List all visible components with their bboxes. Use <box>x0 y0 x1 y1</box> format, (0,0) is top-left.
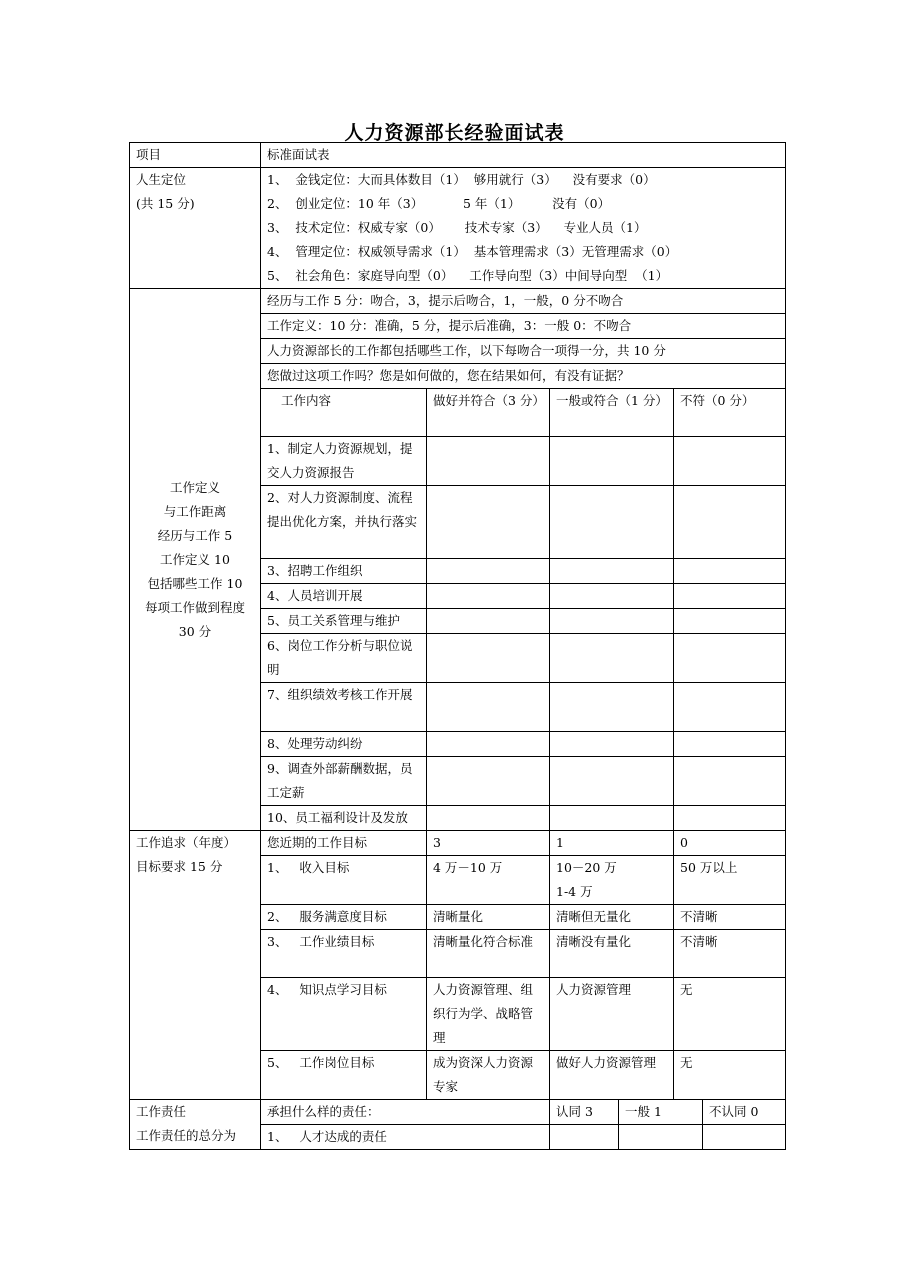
pursuit-cell: 10－20 万 1-4 万 <box>550 856 674 905</box>
score-cell <box>674 732 786 757</box>
score-cell <box>550 757 674 806</box>
score-cell <box>550 486 674 559</box>
pursuit-cell: 人力资源管理、组织行为学、战略管理 <box>427 978 550 1051</box>
col-header-good: 做好并符合（3 分） <box>427 389 550 437</box>
pursuit-cell: 1 <box>550 831 674 856</box>
duty-option: 认同 3 <box>550 1100 619 1125</box>
work-item: 6、岗位工作分析与职位说明 <box>261 634 427 683</box>
work-note: 经历与工作 5 分：吻合，3，提示后吻合，1，一般，0 分不吻合 <box>261 289 786 314</box>
pursuit-cell: 不清晰 <box>674 930 786 978</box>
pursuit-cell: 0 <box>674 831 786 856</box>
score-cell <box>550 634 674 683</box>
score-cell <box>550 806 674 831</box>
life-line: 2、 创业定位：10 年（3） 5 年（1） 没有（0） <box>267 196 611 211</box>
score-cell <box>550 584 674 609</box>
pursuit-cell: 清晰但无量化 <box>550 905 674 930</box>
score-cell <box>674 634 786 683</box>
pursuit-label: 工作追求（年度） 目标要求 15 分 <box>130 831 261 1100</box>
score-cell <box>427 437 550 486</box>
work-note: 工作定义：10 分：准确，5 分，提示后准确，3：一般 0：不吻合 <box>261 314 786 339</box>
work-item: 1、制定人力资源规划，提交人力资源报告 <box>261 437 427 486</box>
score-cell <box>674 757 786 806</box>
work-item: 2、对人力资源制度、流程提出优化方案，并执行落实 <box>261 486 427 559</box>
work-item: 3、招聘工作组织 <box>261 559 427 584</box>
pursuit-cell: 清晰量化 <box>427 905 550 930</box>
score-cell <box>703 1125 786 1150</box>
pursuit-cell: 4、 知识点学习目标 <box>261 978 427 1051</box>
pursuit-cell: 无 <box>674 1051 786 1100</box>
score-cell <box>427 806 550 831</box>
page-title: 人力资源部长经验面试表 <box>344 122 565 144</box>
pursuit-cell: 清晰量化符合标准 <box>427 930 550 978</box>
life-line: 5、 社会角色：家庭导向型（0） 工作导向型（3）中间导向型 （1） <box>267 268 669 283</box>
score-cell <box>550 1125 619 1150</box>
pursuit-cell: 3 <box>427 831 550 856</box>
work-item: 10、员工福利设计及发放 <box>261 806 427 831</box>
col-header-no: 不符（0 分） <box>674 389 786 437</box>
score-cell <box>674 806 786 831</box>
life-line: 1、 金钱定位：大而具体数目（1） 够用就行（3） 没有要求（0） <box>267 172 656 187</box>
duty-option: 不认同 0 <box>703 1100 786 1125</box>
score-cell <box>674 486 786 559</box>
score-cell <box>674 437 786 486</box>
score-cell <box>550 437 674 486</box>
pursuit-cell: 做好人力资源管理 <box>550 1051 674 1100</box>
duty-question: 承担什么样的责任： <box>261 1100 550 1125</box>
score-cell <box>427 683 550 732</box>
duty-option: 一般 1 <box>619 1100 703 1125</box>
col-header-fair: 一般或符合（1 分） <box>550 389 674 437</box>
pursuit-cell: 无 <box>674 978 786 1051</box>
pursuit-cell: 5、 工作岗位目标 <box>261 1051 427 1100</box>
pursuit-cell: 3、 工作业绩目标 <box>261 930 427 978</box>
score-cell <box>427 486 550 559</box>
work-item: 8、处理劳动纠纷 <box>261 732 427 757</box>
score-cell <box>674 584 786 609</box>
pursuit-cell: 1、 收入目标 <box>261 856 427 905</box>
score-cell <box>619 1125 703 1150</box>
interview-table <box>129 142 786 1150</box>
life-label: 人生定位 (共 15 分) <box>130 168 261 289</box>
duty-item: 1、 人才达成的责任 <box>261 1125 550 1150</box>
pursuit-cell: 清晰没有量化 <box>550 930 674 978</box>
work-item: 4、人员培训开展 <box>261 584 427 609</box>
score-cell <box>427 634 550 683</box>
score-cell <box>550 732 674 757</box>
pursuit-cell: 4 万－10 万 <box>427 856 550 905</box>
life-line: 3、 技术定位：权威专家（0） 技术专家（3） 专业人员（1） <box>267 220 647 235</box>
pursuit-cell: 您近期的工作目标 <box>261 831 427 856</box>
score-cell <box>550 609 674 634</box>
work-def-label: 工作定义 与工作距离 经历与工作 5 工作定义 10 包括哪些工作 10 每项工作做到程度 30 分 <box>130 289 261 831</box>
score-cell <box>427 757 550 806</box>
score-cell <box>427 584 550 609</box>
score-cell <box>427 609 550 634</box>
pursuit-cell: 不清晰 <box>674 905 786 930</box>
score-cell <box>427 732 550 757</box>
work-item: 7、组织绩效考核工作开展 <box>261 683 427 732</box>
pursuit-cell: 人力资源管理 <box>550 978 674 1051</box>
work-item: 5、员工关系管理与维护 <box>261 609 427 634</box>
header-item: 项目 <box>130 143 261 168</box>
pursuit-cell: 成为资深人力资源专家 <box>427 1051 550 1100</box>
score-cell <box>550 683 674 732</box>
duty-label: 工作责任 工作责任的总分为 <box>130 1100 261 1150</box>
work-item: 9、调查外部薪酬数据，员工定薪 <box>261 757 427 806</box>
score-cell <box>674 609 786 634</box>
pursuit-cell: 50 万以上 <box>674 856 786 905</box>
score-cell <box>427 559 550 584</box>
col-header-content: 工作内容 <box>261 389 427 437</box>
life-line: 4、 管理定位：权威领导需求（1） 基本管理需求（3）无管理需求（0） <box>267 244 678 259</box>
pursuit-cell: 2、 服务满意度目标 <box>261 905 427 930</box>
score-cell <box>674 683 786 732</box>
header-standard: 标准面试表 <box>261 143 786 168</box>
work-note: 人力资源部长的工作都包括哪些工作，以下每吻合一项得一分，共 10 分 <box>261 339 786 364</box>
score-cell <box>674 559 786 584</box>
score-cell <box>550 559 674 584</box>
work-note: 您做过这项工作吗？您是如何做的，您在结果如何，有没有证据？ <box>261 364 786 389</box>
life-criteria <box>261 168 786 289</box>
